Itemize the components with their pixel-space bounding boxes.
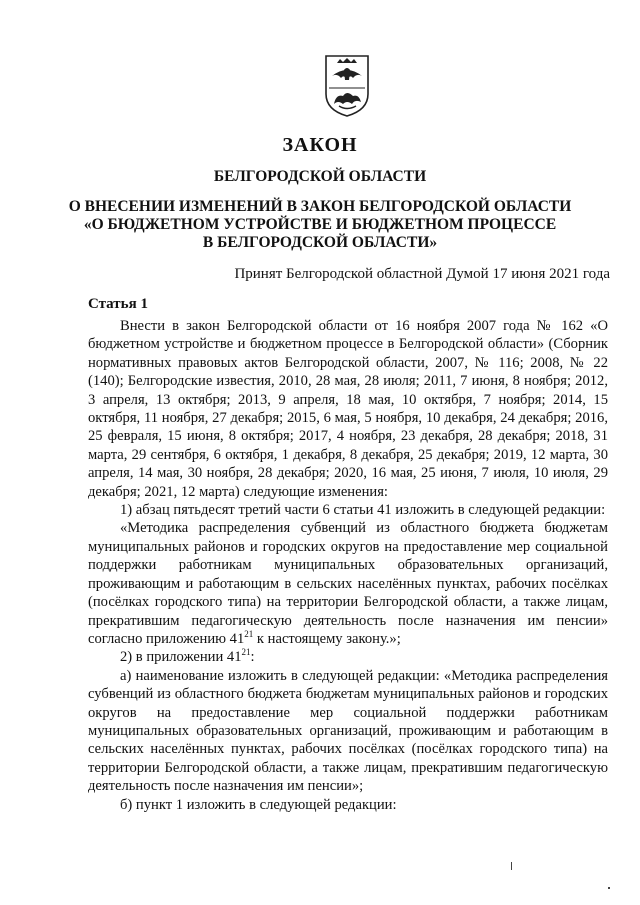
subject-line-2: «О БЮДЖЕТНОМ УСТРОЙСТВЕ И БЮДЖЕТНОМ ПРОЦЕССЕ	[83, 216, 557, 233]
adoption-note: Принят Белгородской областной Думой 17 июня 2021 года	[234, 266, 610, 282]
quote-1-sup: 21	[244, 628, 254, 639]
item-2	[88, 648, 608, 666]
article-heading: Статья 1	[88, 296, 148, 312]
document-subject	[0, 198, 640, 252]
item-2a: а) наименование изложить в следующей редакции: «Методика распределения субвенций из областного бюджета бюджетам муниципальных районов и городских округов на предоставление мер социальной поддержки работникам муниципальных образовательных организаций, проживающим и работающим в сельских населённых пунктах, рабочих посёлках (посёлках городского типа) на территории Белгородской области, а также лицам, прекратившим педагогическую деятельность после назначения им пенсии»;	[88, 667, 608, 795]
item-2-sup: 21	[241, 647, 251, 658]
item-2-text: 2) в приложении 41	[120, 649, 242, 666]
article-body	[88, 317, 608, 814]
item-1: 1) абзац пятьдесят третий части 6 статьи 41 изложить в следующей редакции:	[120, 502, 606, 519]
subject-line-1: О ВНЕСЕНИИ ИЗМЕНЕНИЙ В ЗАКОН БЕЛГОРОДСКОЙ ОБЛАСТИ	[68, 198, 572, 215]
document-title: ЗАКОН	[282, 134, 358, 156]
belgorod-coat-of-arms-icon	[323, 54, 371, 118]
item-2b: б) пункт 1 изложить в следующей редакции:	[120, 796, 397, 813]
scan-artifact	[608, 887, 610, 889]
document-region: БЕЛГОРОДСКОЙ ОБЛАСТИ	[213, 168, 427, 185]
quote-1	[88, 519, 608, 648]
article-intro: Внести в закон Белгородской области от 16 ноября 2007 года № 162 «О бюджетном устройстве и бюджетном процессе в Белгородской области» (Сборник нормативных правовых актов Белгородской области, 2007, № 116; 2008, № 22 (140); Белгородские известия, 2010, 28 мая, 28 июля; 2011, 7 июня, 8 ноября; 2012, 3 апреля, 13 октября; 2013, 9 апреля, 18 мая, 10 октября, 7 ноября; 2014, 15 октября, 11 ноября, 27 декабря; 2015, 6 мая, 5 ноября, 10 декабря, 24 декабря; 2016, 25 февраля, 15 июня, 8 октября; 2017, 4 ноября, 23 декабря, 28 декабря; 2018, 31 марта, 29 сентября, 6 октября, 1 декабря, 8 декабря, 25 декабря; 2019, 12 марта, 30 апреля, 14 мая, 30 ноября, 28 декабря; 2020, 16 мая, 25 июня, 7 июля, 10 июля, 29 декабря; 2021, 12 марта) следующие изменения:	[88, 318, 608, 500]
scan-artifact	[511, 862, 512, 870]
quote-1-text: «Методика распределения субвенций из областного бюджета бюджетам муниципальных районов и городских округов на предоставление мер социальной поддержки работникам муниципальных образовательных организаций, проживающим и работающим в сельских населённых пунктах, рабочих посёлках (посёлках городского типа) на территории Белгородской области, а также лицам, прекратившим педагогическую деятельность после назначения им пенсии» согласно приложению 41	[88, 520, 608, 647]
item-2-end: :	[250, 649, 255, 666]
subject-line-3: В БЕЛГОРОДСКОЙ ОБЛАСТИ»	[202, 234, 438, 251]
quote-1-end: к настоящему закону.»;	[253, 630, 401, 647]
